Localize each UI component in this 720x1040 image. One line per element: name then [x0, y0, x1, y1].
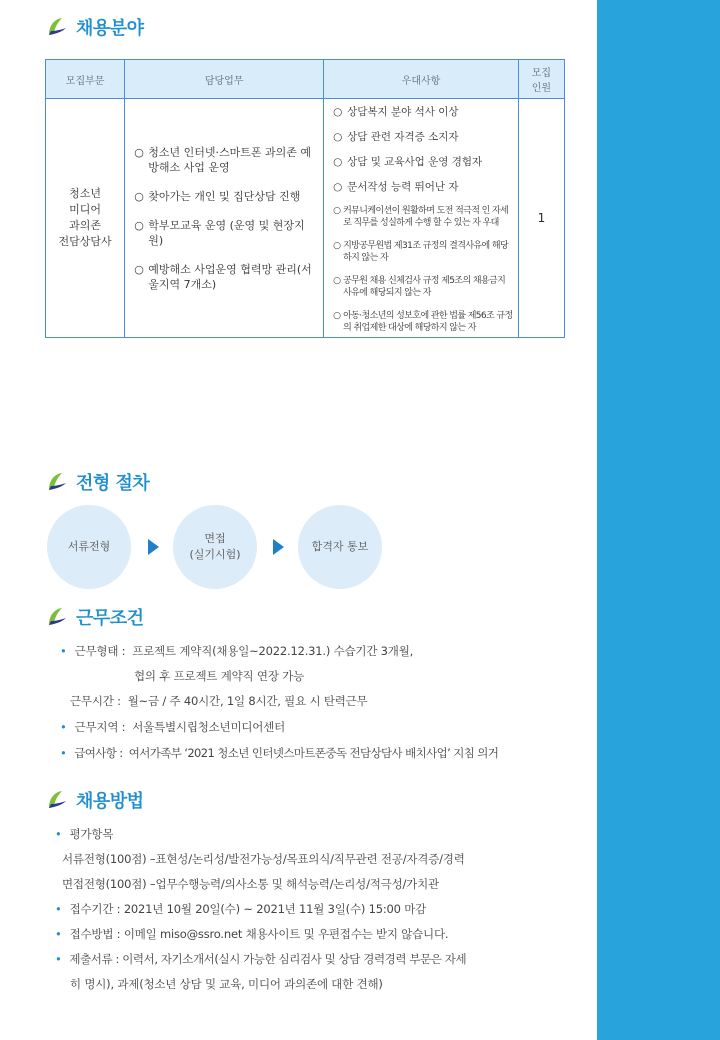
method-docs: • 제출서류 : 이력서, 자기소개서(실시 가능한 심리검사 및 상담 경력경력 부문은 자세	[55, 952, 467, 966]
pref-item: ○ 상담 관련 자격증 소지자	[333, 131, 459, 143]
header-count-line: 인원	[531, 83, 552, 94]
recruit-table	[45, 59, 565, 338]
method-eval-interview: 면접전형(100점) –업무수행능력/의사소통 및 해석능력/논리성/적극성/가치관	[62, 877, 439, 891]
leaf-icon	[46, 606, 68, 628]
pref-item: ○ 커뮤니케이션이 원활하며 도전 적극적 인 자세로 직무를 성실하게 수행 할 수 있는 자 우대	[333, 206, 509, 228]
header-dept: 모집부문	[46, 60, 125, 99]
pref-item: ○ 상담복지 분야 석사 이상	[333, 106, 459, 118]
dept-cell	[46, 99, 125, 338]
pref-item: ○ 문서작성 능력 뛰어난 자	[333, 181, 459, 193]
section-title: 채용방법	[76, 791, 144, 812]
duty-cell	[125, 99, 324, 338]
method-eval-doc: 서류전형(100점) –표현성/논리성/발전가능성/목표의식/직무관련 전공/자격증/경력	[62, 852, 465, 866]
pref-item: ○ 지방공무원법 제31조 규정의 결격사유에 해당하지 않는 자	[333, 241, 509, 263]
leaf-icon	[46, 16, 68, 38]
duty-item: ○ 찾아가는 개인 및 집단상담 진행	[134, 189, 301, 203]
arrow-right-icon	[148, 539, 159, 555]
leaf-icon	[46, 471, 68, 493]
cond-type-cont: 협의 후 프로젝트 계약직 연장 가능	[134, 669, 305, 683]
pref-cell	[324, 99, 519, 338]
header-duty: 담당업무	[125, 60, 324, 99]
side-accent-bar	[597, 0, 720, 1040]
dept-line: 전담상담사	[58, 235, 112, 248]
section-conditions	[46, 603, 144, 631]
method-docs-cont: 히 명시), 과제(청소년 상담 및 교육, 미디어 과의존에 대한 견해)	[70, 977, 383, 991]
step-notice: 합격자 통보	[298, 505, 382, 589]
pref-item: ○ 공무원 채용 신체검사 규정 제5조의 채용금지사유에 해당되지 않는 자	[333, 276, 506, 298]
section-title: 채용분야	[76, 18, 144, 39]
header-count	[518, 60, 564, 99]
section-title: 전형 절차	[76, 473, 150, 494]
arrow-right-icon	[273, 539, 284, 555]
section-recruit-field	[46, 13, 144, 41]
duty-item: ○ 학부모교육 운영 (운영 및 현장지원)	[134, 218, 305, 247]
cond-place: • 근무지역 : 서울특별시립청소년미디어센터	[60, 720, 286, 734]
table-header-row	[46, 60, 565, 99]
section-method	[46, 786, 144, 814]
method-eval-title: • 평가항목	[55, 827, 114, 841]
cond-hours: 근무시간 : 월~금 / 주 40시간, 1일 8시간, 필요 시 탄력근무	[70, 694, 368, 708]
step-interview: 면접 (실기시험)	[173, 505, 257, 589]
table-row	[46, 99, 565, 338]
dept-line: 청소년	[69, 187, 102, 200]
header-count-line: 모집	[531, 68, 552, 79]
method-how: • 접수방법 : 이메일 miso@ssro.net 채용사이트 및 우편접수는 받지 않습니다.	[55, 927, 449, 941]
dept-line: 미디어	[69, 203, 102, 216]
leaf-icon	[46, 789, 68, 811]
pref-item: ○ 상담 및 교육사업 운영 경험자	[333, 156, 483, 168]
duty-item: ○ 청소년 인터넷·스마트폰 과의존 예방해소 사업 운영	[134, 145, 311, 174]
cond-type: • 근무형태 : 프로젝트 계약직(채용일~2022.12.31.) 수습기간 3개월,	[60, 644, 414, 658]
header-pref: 우대사항	[324, 60, 519, 99]
section-title: 근무조건	[76, 608, 144, 629]
section-procedure	[46, 468, 149, 496]
cond-pay: • 급여사항 : 여서가족부 ‘2021 청소년 인터넷스마트폰중독 전담상담사 배치사업’ 지침 의거	[60, 746, 499, 760]
pref-item: ○ 아동·청소년의 성보호에 관한 법률 제56조 규정의 취업제한 대상에 해당하지 않는 자	[333, 311, 513, 333]
method-period: • 접수기간 : 2021년 10월 20일(수) ~ 2021년 11월 3일(수) 15:00 마감	[55, 902, 427, 916]
count-cell: 1	[518, 99, 564, 338]
duty-item: ○ 예방해소 사업운영 협력망 관리(서울지역 7개소)	[134, 262, 312, 291]
step-document: 서류전형	[47, 505, 131, 589]
dept-line: 과의존	[69, 219, 102, 232]
